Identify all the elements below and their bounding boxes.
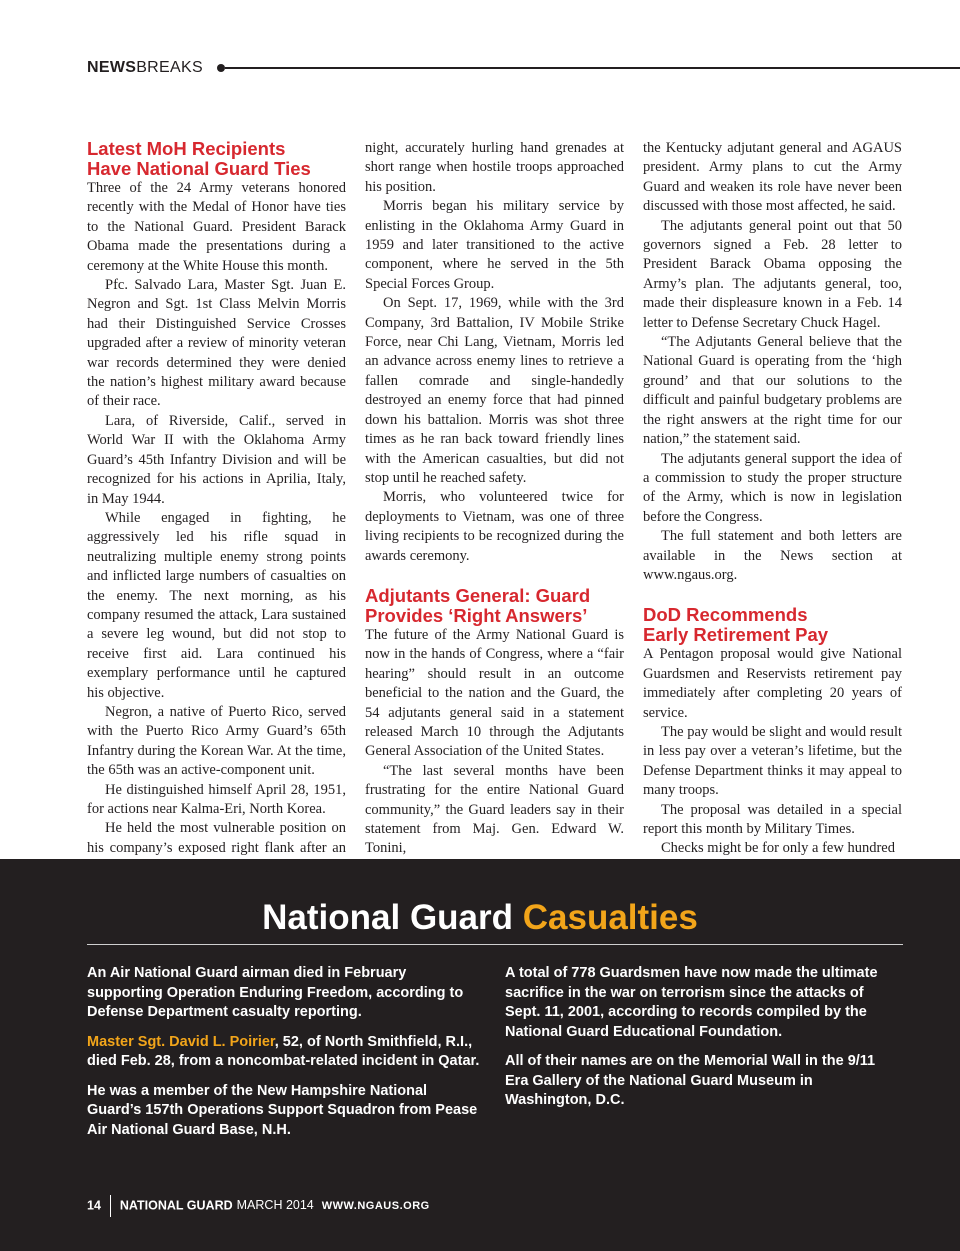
dod-paragraph: The pay would be slight and would result in less pay over a veteran’s lifetime, but the Defense Department thinks it may appeal to many troops. xyxy=(643,723,902,799)
casualties-panel xyxy=(0,859,960,1251)
dod-paragraph: The proposal was detailed in a special report this month by Military Times. xyxy=(643,801,902,837)
casualties-paragraph: All of their names are on the Memorial Wall in the 9/11 Era Gallery of the National Guard Museum in Washington, D.C. xyxy=(505,1053,876,1108)
ag-paragraph: the Kentucky adjutant general and AGAUS president. Army plans to cut the Army Guard and weaken its role have never been discussed with those most affected, he said. xyxy=(643,140,902,215)
ag-paragraph: The adjutants general support the idea of a commission to study the proper structure of the Army, which is now in legislation before the Congress. xyxy=(643,450,902,525)
moh-headline: Latest MoH Recipients Have National Guard Ties xyxy=(87,138,311,179)
website-url[interactable]: WWW.NGAUS.ORG xyxy=(321,1200,430,1213)
moh-paragraph: He held the most vulnerable position on his company’s exposed right flank after an xyxy=(87,820,346,856)
ag-paragraph: The adjutants general point out that 50 governors signed a Feb. 28 letter to President Barack Obama opposing the Army’s plan. The adjutants general, too, made their displeasure known in a Feb. 14 letter to Defense Secretary Chuck Hagel. xyxy=(643,217,902,331)
moh-paragraph: Morris began his military service by enlisting in the Oklahoma Army Guard in 1959 and later transitioned to the active component, where he served in the 5th Special Forces Group. xyxy=(365,198,624,292)
moh-paragraph: Lara, of Riverside, Calif., served in World War II with the Oklahoma Army Guard’s 45th Infantry Division and will be recognized for his actions in Aprilia, Italy, in May 1944. xyxy=(87,412,346,507)
ag-paragraph: The full statement and both letters are available in the News section at www.ngaus.org. xyxy=(643,528,902,583)
column-1 xyxy=(87,139,346,897)
dod-headline: DoD Recommends Early Retirement Pay xyxy=(643,604,829,646)
moh-paragraph: Pfc. Salvado Lara, Master Sgt. Juan E. Negron and Sgt. 1st Class Melvin Morris had their Distinguished Service Crosses upgraded after a review of minority veteran war records determined they were denied the nation’s highest military award because of their race. xyxy=(87,277,346,410)
casualties-paragraph: Master Sgt. David L. Poirier, 52, of North Smithfield, R.I., died Feb. 28, from a noncombat-related incident in Qatar. xyxy=(87,1033,480,1069)
section-header xyxy=(87,56,960,80)
column-2 xyxy=(365,139,624,859)
ag-paragraph: The future of the Army National Guard is now in the hands of Congress, where a “fair hearing” should result in an outcome beneficial to the nation and the Guard, the 54 adjutants general said in a statement released March 10 through the Adjutants General Association of the United States. xyxy=(365,626,624,760)
moh-paragraph: Three of the 24 Army veterans honored recently with the Medal of Honor have ties to the National Guard. President Barack Obama made the presentations during a ceremony at the White House this month. xyxy=(87,180,346,274)
ag-paragraph: “The last several months have been frustrating for the entire National Guard community,” the Guard leaders say in their statement from Maj. Gen. Edward W. Tonini, xyxy=(365,762,624,857)
casualties-left-column xyxy=(87,964,482,1150)
section-label: NEWSBREAKS xyxy=(87,59,203,76)
casualties-paragraph: An Air National Guard airman died in February supporting Operation Enduring Freedom, according to Defense Department casualty reporting. xyxy=(87,965,464,1020)
column-3 xyxy=(643,139,902,859)
page-footer xyxy=(87,1195,430,1215)
dod-paragraph: Checks might be for only a few hundred xyxy=(661,840,895,857)
casualties-divider xyxy=(87,944,903,945)
moh-paragraph: Negron, a native of Puerto Rico, served with the Puerto Rico Army Guard’s 65th Infantry during the Korean War. At the time, the 65th was an active-component unit. xyxy=(87,703,346,779)
footer-divider xyxy=(110,1195,111,1217)
casualties-paragraph: A total of 778 Guardsmen have now made the ultimate sacrifice in the war on terrorism since the attacks of Sept. 11, 2001, according to records compiled by the National Guard Educational Foundation. xyxy=(505,965,878,1040)
ag-paragraph: “The Adjutants General believe that the National Guard is operating from the ‘high ground’ and that our solutions to the difficult and painful budgetary problems are the right answers at the right time for our nation,” the statement said. xyxy=(643,334,902,448)
casualty-name: Master Sgt. David L. Poirier xyxy=(87,1033,275,1050)
moh-paragraph: Morris, who volunteered twice for deployments to Vietnam, was one of three living recipients to be recognized during the awards ceremony. xyxy=(365,489,624,564)
page-number: 14 xyxy=(87,1198,101,1213)
casualties-paragraph: He was a member of the New Hampshire National Guard’s 157th Operations Support Squadron from Pease Air National Guard Base, N.H. xyxy=(87,1082,478,1138)
ag-headline: Adjutants General: Guard Provides ‘Right Answers’ xyxy=(365,584,591,626)
header-bullet xyxy=(217,64,225,72)
header-rule xyxy=(225,67,960,69)
dod-paragraph: A Pentagon proposal would give National Guardsmen and Reservists retirement pay immediately after completing 20 years of service. xyxy=(643,646,902,721)
moh-paragraph: He distinguished himself April 28, 1951, for actions near Kalma-Eri, North Korea. xyxy=(87,781,346,817)
moh-paragraph: night, accurately hurling hand grenades at short range when hostile troops approached his position. xyxy=(365,140,624,195)
issue-date: MARCH 2014 xyxy=(236,1198,314,1213)
moh-paragraph: On Sept. 17, 1969, while with the 3rd Company, 3rd Battalion, IV Mobile Strike Force, near Chi Lang, Vietnam, Morris led an advance across enemy lines to retrieve a fallen comrade and single-handedly destroyed an enemy force that had pinned down his battalion. Morris was shot three times as he ran back toward friendly lines with the American casualties, but did not stop until he reached safety. xyxy=(365,295,624,486)
casualties-right-column xyxy=(505,964,900,1121)
casualties-title: National Guard Casualties xyxy=(262,898,698,937)
moh-paragraph: While engaged in fighting, he aggressively led his rifle squad in neutralizing multiple enemy strong points and inflicted large numbers of casualties on the enemy. The next morning, as his company resumed the attack, Lara sustained a severe leg wound, but did not stop to receive first aid. Lara continued his exemplary performance until he captured his objective. xyxy=(87,509,346,701)
magazine-name: NATIONAL GUARD xyxy=(119,1198,233,1213)
